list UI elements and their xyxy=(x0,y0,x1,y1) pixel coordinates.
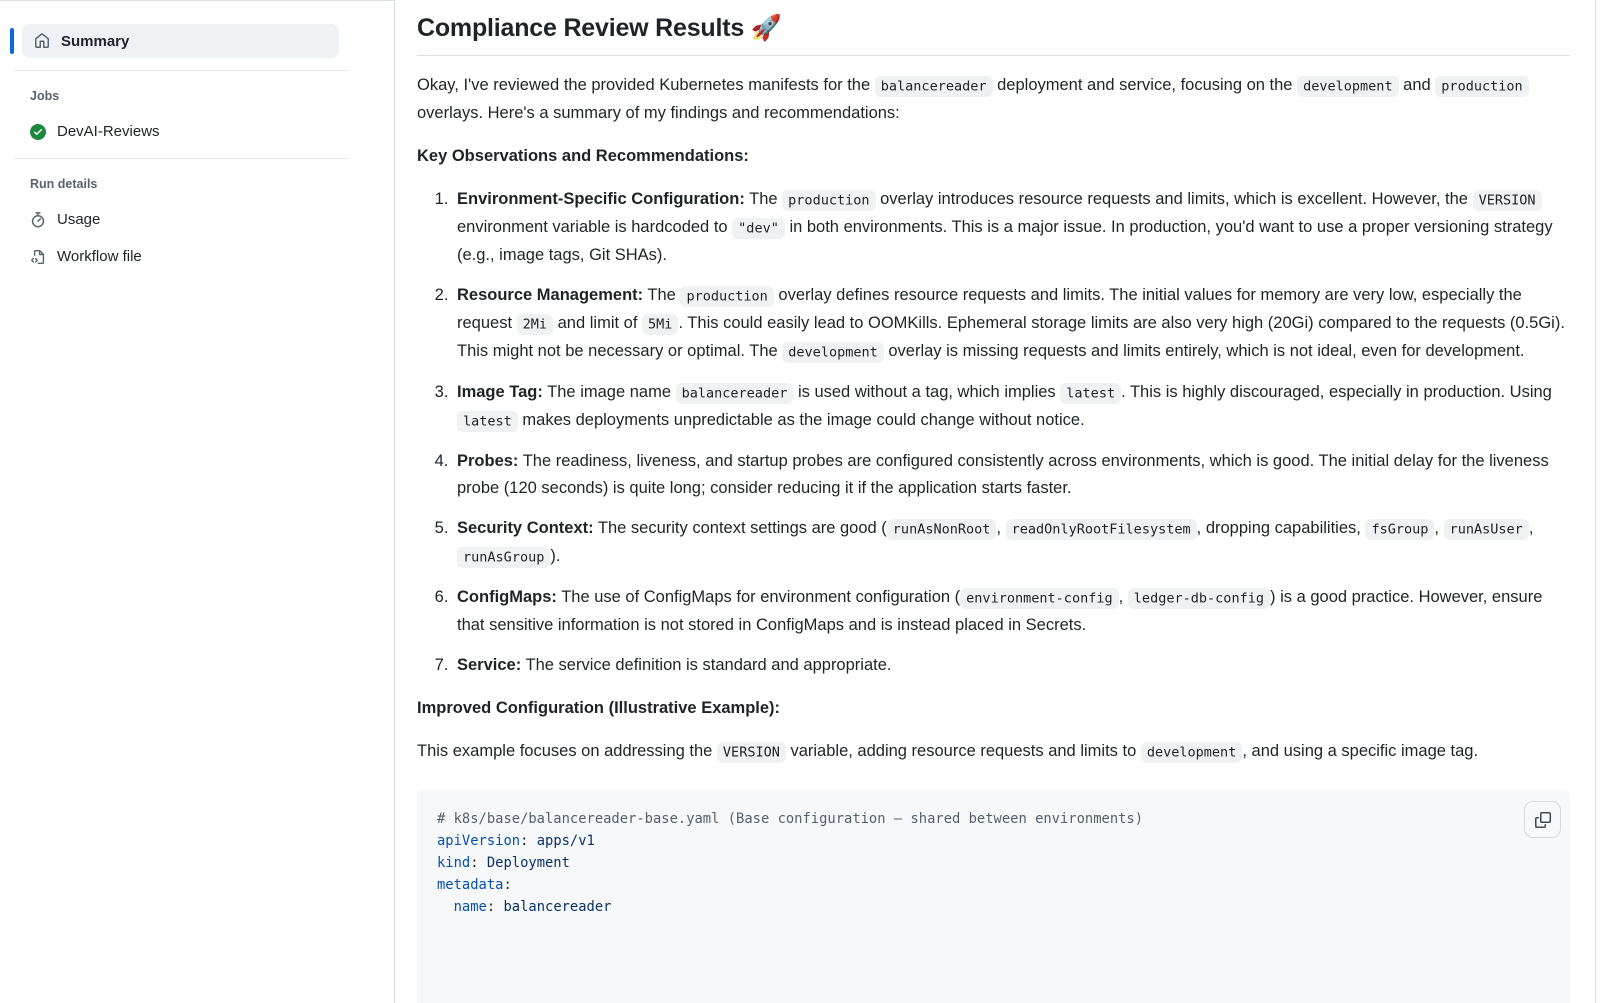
active-indicator xyxy=(10,28,14,54)
sidebar xyxy=(0,0,395,1003)
jobs-section xyxy=(0,89,394,140)
divider xyxy=(13,70,349,71)
inline-code: environment-config xyxy=(960,588,1118,609)
run-details-section-title: Run details xyxy=(30,177,98,191)
inline-code: balancereader xyxy=(676,383,794,404)
inline-code: "dev" xyxy=(732,218,785,239)
list-item: 1. Environment-Specific Configuration: The production overlay introduces resource requests and limits, which is excellent. However, the VERSION environment variable is hardcoded to "dev" in both environments. This is a major issue. In production, you'd want to use a proper versioning strategy (e.g., image tags, Git SHAs). xyxy=(453,186,1570,269)
run-detail-label: Workflow file xyxy=(57,248,142,265)
inline-code: ledger-db-config xyxy=(1128,588,1270,609)
sidebar-item-label: Summary xyxy=(61,32,130,50)
scrollbar-gutter xyxy=(1595,0,1596,1003)
code-line: # k8s/base/balancereader-base.yaml (Base configuration — shared between environments) xyxy=(437,811,1144,827)
run-details-section xyxy=(0,177,394,265)
home-icon xyxy=(34,33,50,49)
inline-code: 2Mi xyxy=(517,314,553,335)
list-item: 6. ConfigMaps: The use of ConfigMaps for environment configuration ( environment-config , ledger-db-config ) is a good practice. However, ensure that sensitive information is not stored in ConfigMaps and is instead placed in Secrets. xyxy=(453,584,1570,639)
page-title: Compliance Review Results 🚀 xyxy=(417,14,1570,56)
sidebar-item-summary[interactable] xyxy=(22,24,339,58)
inline-code: production xyxy=(1435,76,1528,97)
inline-code: runAsGroup xyxy=(457,547,550,568)
inline-code: latest xyxy=(457,411,518,432)
inline-code: balancereader xyxy=(875,76,993,97)
copy-button[interactable] xyxy=(1524,801,1561,838)
key-observations-heading: Key Observations and Recommendations: xyxy=(417,147,749,165)
inline-code: runAsNonRoot xyxy=(887,519,997,540)
sidebar-item-workflow-file[interactable] xyxy=(30,248,394,265)
divider xyxy=(13,158,349,159)
list-item: 3. Image Tag: The image name balancereader is used without a tag, which implies latest . This is highly discouraged, especially in production. Using latest makes deployments unpredictable as the image could change without notice. xyxy=(453,379,1570,435)
code-line: metadata: xyxy=(437,877,512,893)
inline-code: VERSION xyxy=(1473,190,1542,211)
inline-code: development xyxy=(1297,76,1399,97)
job-label: DevAI-Reviews xyxy=(57,123,160,140)
stopwatch-icon xyxy=(30,212,46,228)
copy-icon xyxy=(1535,812,1551,828)
run-detail-label: Usage xyxy=(57,211,101,228)
observations-list xyxy=(417,186,1570,679)
list-item: 5. Security Context: The security context settings are good ( runAsNonRoot , readOnlyRootFilesystem , dropping capabilities, fsGroup , runAsUser , runAsGroup ). xyxy=(453,515,1570,571)
code-line: kind: Deployment xyxy=(437,855,570,871)
inline-code: VERSION xyxy=(717,742,786,763)
file-code-icon xyxy=(30,249,46,265)
sidebar-item-usage[interactable] xyxy=(30,211,394,228)
inline-code: production xyxy=(782,190,875,211)
inline-code: fsGroup xyxy=(1365,519,1434,540)
example-intro-paragraph: This example focuses on addressing the VERSION variable, adding resource requests and limits to development , and using a specific image tag. xyxy=(417,738,1570,766)
intro-paragraph: Okay, I've reviewed the provided Kubernetes manifests for the balancereader deployment and service, focusing on the development and production overlays. Here's a summary of my findings and recommendations: xyxy=(417,72,1570,127)
list-item: 7. Service: The service definition is standard and appropriate. xyxy=(453,652,1570,679)
sidebar-item-devai-reviews[interactable] xyxy=(30,123,394,140)
summary-content xyxy=(396,0,1600,1003)
improved-config-heading: Improved Configuration (Illustrative Example): xyxy=(417,699,781,717)
inline-code: development xyxy=(1141,742,1243,763)
inline-code: development xyxy=(782,342,884,363)
inline-code: latest xyxy=(1060,383,1121,404)
inline-code: readOnlyRootFilesystem xyxy=(1006,519,1197,540)
inline-code: runAsUser xyxy=(1444,519,1529,540)
jobs-section-title: Jobs xyxy=(30,89,60,103)
inline-code: production xyxy=(680,286,773,307)
check-circle-icon xyxy=(30,124,46,140)
code-block xyxy=(417,790,1570,1003)
list-item: 4. Probes: The readiness, liveness, and startup probes are configured consistently across environments, which is good. The initial delay for the liveness probe (120 seconds) is quite long; consider reducing it if the application starts faster. xyxy=(453,448,1570,502)
inline-code: 5Mi xyxy=(642,314,678,335)
code-line: apiVersion: apps/v1 xyxy=(437,833,595,849)
code-content xyxy=(437,808,1550,918)
code-line: name: balancereader xyxy=(453,899,612,915)
list-item: 2. Resource Management: The production overlay defines resource requests and limits. The initial values for memory are very low, especially the request 2Mi and limit of 5Mi . This could easily lead to OOMKills. Ephemeral storage limits are also very high (20Gi) compared to the requests (0.5Gi). This might not be necessary or optimal. The development overlay is missing requests and limits entirely, which is not ideal, even for development. xyxy=(453,282,1570,366)
